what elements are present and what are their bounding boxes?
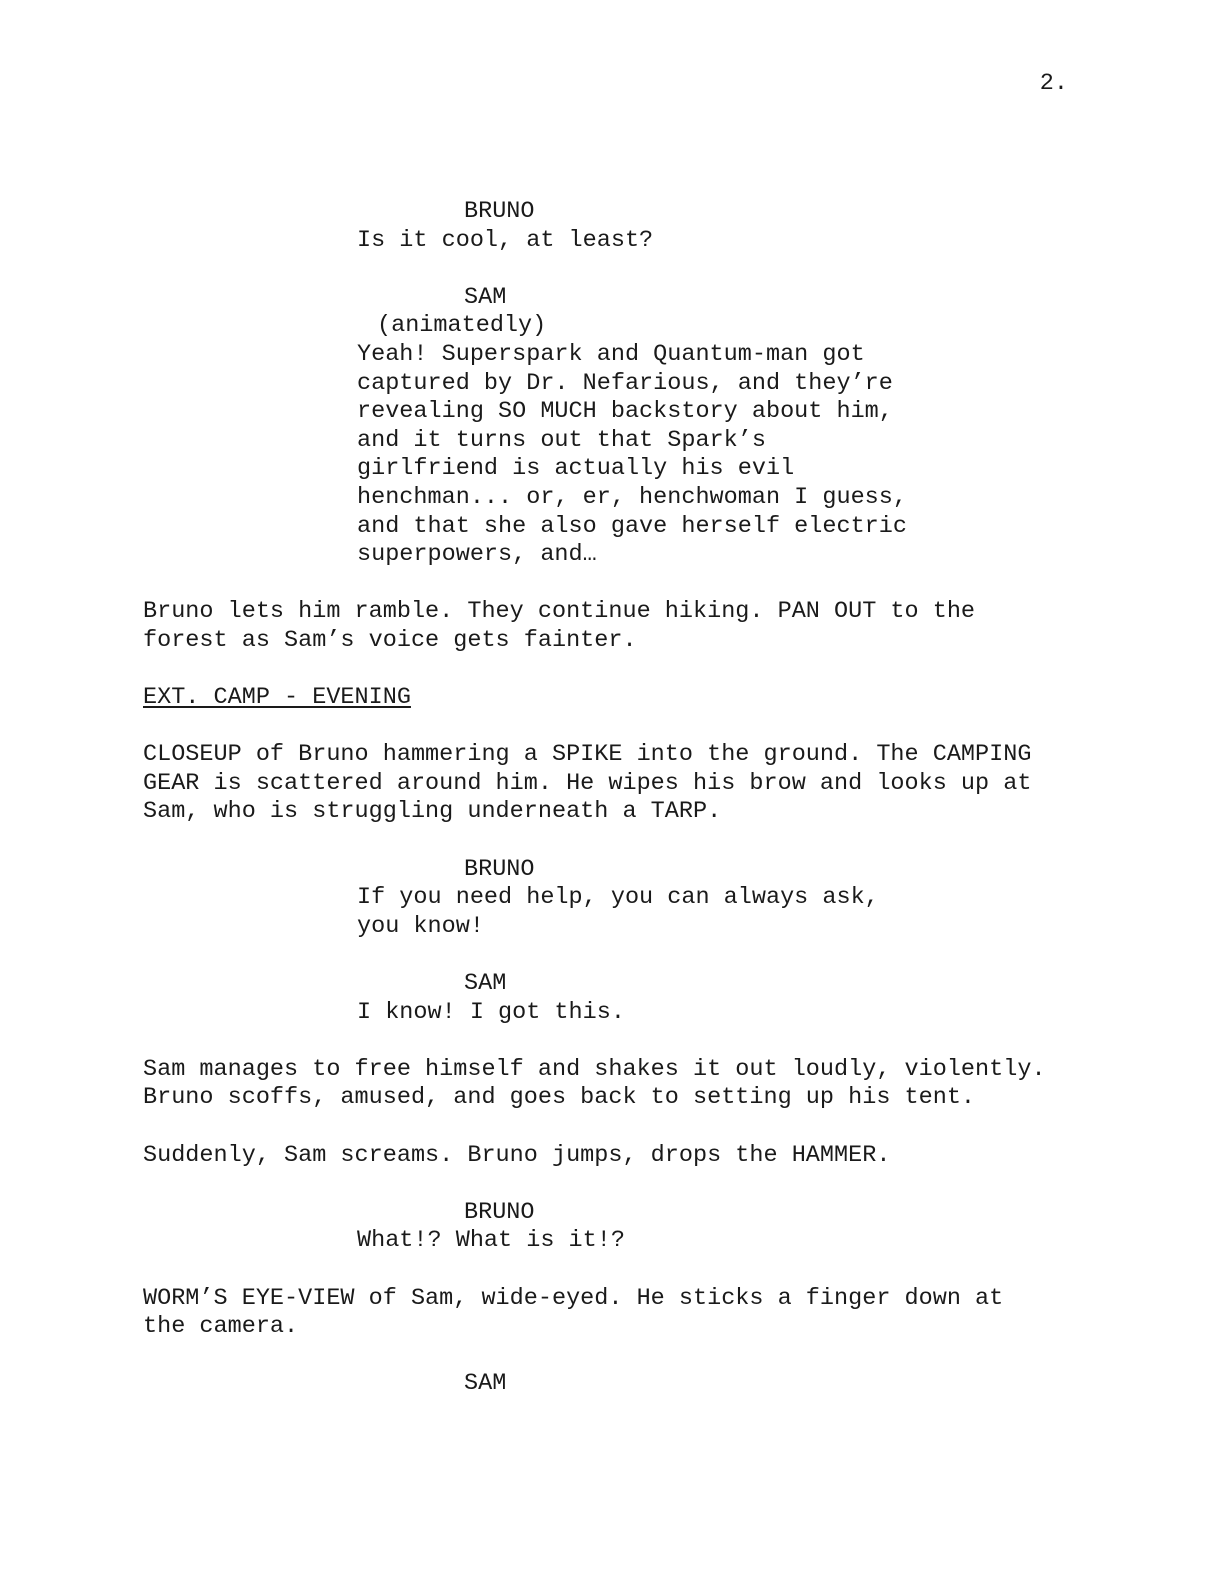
action-line: GEAR is scattered around him. He wipes his brow and looks up at [143, 769, 1032, 797]
character-name: SAM [464, 1370, 507, 1398]
action-line: Suddenly, Sam screams. Bruno jumps, drops the HAMMER. [143, 1141, 891, 1169]
character-name: BRUNO [464, 198, 535, 225]
line-gap [0, 1256, 1224, 1285]
line-gap [0, 713, 1224, 742]
character-name: SAM [464, 970, 507, 998]
dialogue-line: Is it cool, at least? [357, 226, 654, 254]
line-gap [0, 656, 1224, 685]
dialogue-line: What!? What is it!? [357, 1227, 625, 1255]
line-gap [0, 1342, 1224, 1371]
dialogue-line: captured by Dr. Nefarious, and they’re [357, 369, 893, 397]
dialogue-line: and it turns out that Spark’s [357, 426, 766, 454]
dialogue-line: you know! [357, 912, 484, 940]
action-line: WORM’S EYE-VIEW of Sam, wide-eyed. He sticks a finger down at [143, 1284, 1004, 1312]
parenthetical: (animatedly) [377, 312, 547, 340]
action-line: forest as Sam’s voice gets fainter. [143, 626, 637, 654]
dialogue-line: Yeah! Superspark and Quantum-man got [357, 340, 865, 368]
screenplay-body [0, 198, 1224, 1399]
dialogue-line: girlfriend is actually his evil [357, 455, 795, 483]
action-line: Sam, who is struggling underneath a TARP. [143, 798, 722, 826]
line-gap [0, 1027, 1224, 1056]
scene-heading: EXT. CAMP - EVENING [143, 684, 411, 712]
dialogue-line: I know! I got this. [357, 998, 625, 1026]
action-line: Sam manages to free himself and shakes it out loudly, violently. [143, 1055, 1046, 1083]
action-line: Bruno scoffs, amused, and goes back to setting up his tent. [143, 1084, 976, 1112]
dialogue-line: henchman... or, er, henchwoman I guess, [357, 483, 907, 511]
line-gap [0, 1113, 1224, 1142]
page-number: 2. [1039, 70, 1068, 97]
dialogue-line: and that she also gave herself electric [357, 512, 907, 540]
line-gap [0, 827, 1224, 856]
line-gap [0, 1170, 1224, 1199]
dialogue-line: revealing SO MUCH backstory about him, [357, 398, 893, 426]
action-line: the camera. [143, 1313, 299, 1341]
character-name: SAM [464, 283, 507, 311]
character-name: BRUNO [464, 855, 535, 883]
action-line: CLOSEUP of Bruno hammering a SPIKE into the ground. The CAMPING [143, 741, 1032, 769]
character-name: BRUNO [464, 1198, 535, 1226]
action-line: Bruno lets him ramble. They continue hiking. PAN OUT to the [143, 598, 976, 626]
line-gap [0, 941, 1224, 970]
line-gap [0, 255, 1224, 284]
dialogue-line: superpowers, and… [357, 541, 597, 569]
dialogue-line: If you need help, you can always ask, [357, 884, 879, 912]
line-gap [0, 570, 1224, 599]
